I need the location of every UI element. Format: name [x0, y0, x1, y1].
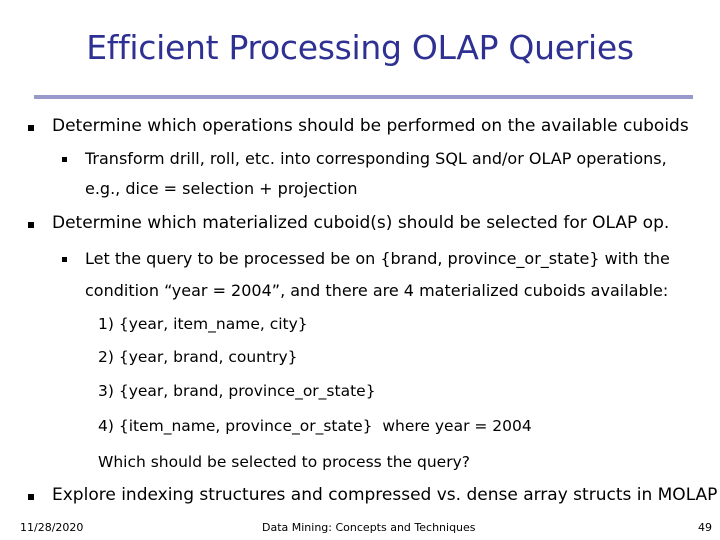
footer-title: Data Mining: Concepts and Techniques	[262, 521, 476, 534]
title-divider	[34, 95, 693, 99]
bullet-marker-1	[28, 125, 34, 131]
bullet-1-text: Determine which operations should be performed on the available cuboids	[52, 116, 689, 136]
cuboid-item-3: 3) {year, brand, province_or_state}	[98, 382, 376, 400]
cuboid-item-1: 1) {year, item_name, city}	[98, 315, 308, 333]
sub-bullet-marker-1	[62, 157, 67, 162]
cuboid-item-2: 2) {year, brand, country}	[98, 348, 298, 366]
bullet-3-text: Explore indexing structures and compressed vs. dense array structs in MOLAP	[52, 485, 718, 505]
slide-title: Efficient Processing OLAP Queries	[86, 28, 634, 67]
bullet-marker-3	[28, 494, 34, 500]
sub-bullet-2-line2: condition “year = 2004”, and there are 4 materialized cuboids available:	[85, 281, 669, 300]
sub-bullet-2-line1: Let the query to be processed be on {brand, province_or_state} with the	[85, 249, 670, 268]
page-number: 49	[698, 521, 712, 534]
cuboid-item-4: 4) {item_name, province_or_state} where year = 2004	[98, 417, 532, 435]
sub-bullet-marker-2	[62, 257, 67, 262]
footer-date: 11/28/2020	[20, 521, 84, 534]
bullet-marker-2	[28, 222, 34, 228]
sub-bullet-1-line2: e.g., dice = selection + projection	[85, 179, 358, 198]
bullet-2-text: Determine which materialized cuboid(s) should be selected for OLAP op.	[52, 213, 670, 233]
sub-bullet-1-line1: Transform drill, roll, etc. into corresponding SQL and/or OLAP operations,	[85, 149, 667, 168]
selection-question: Which should be selected to process the query?	[98, 453, 470, 471]
